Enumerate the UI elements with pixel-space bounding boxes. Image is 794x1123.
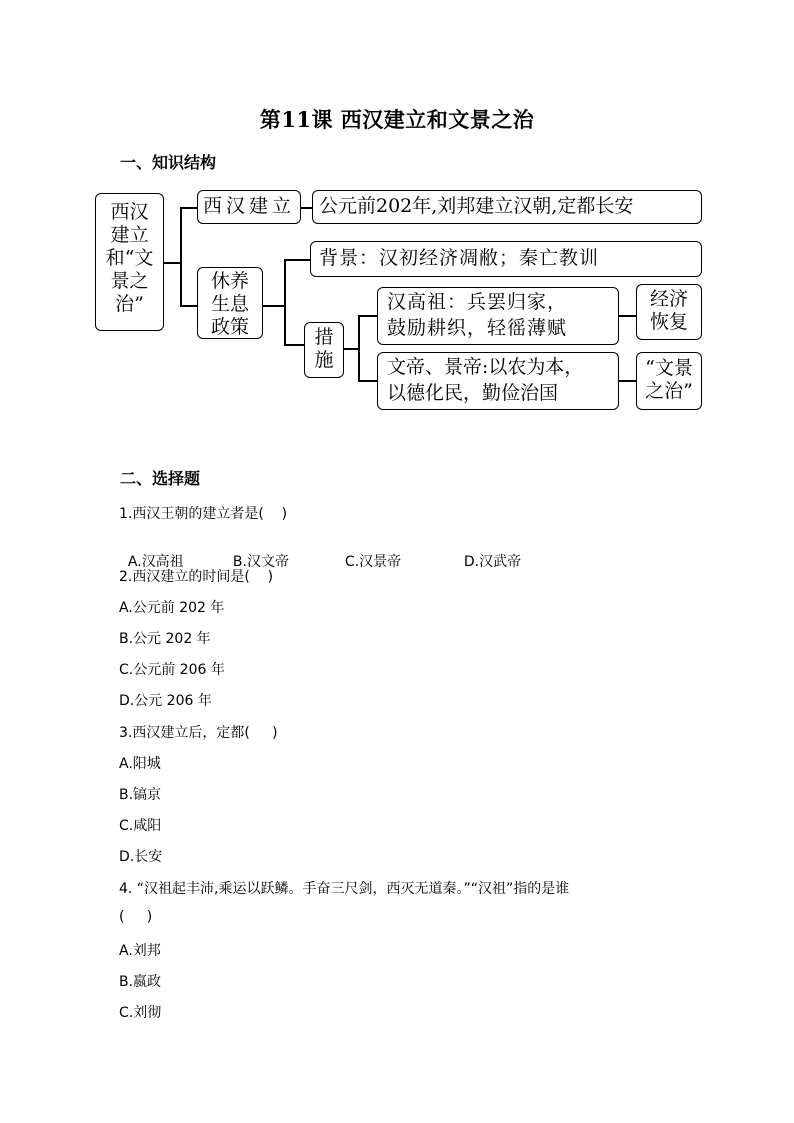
connector bbox=[163, 262, 180, 264]
page-title: 第11课 西汉建立和文景之治 bbox=[259, 107, 535, 132]
connector bbox=[358, 315, 360, 381]
question-2-stem: 2.西汉建立的时间是( ) bbox=[119, 569, 274, 585]
connector bbox=[263, 305, 284, 307]
question-3-stem: 3.西汉建立后，定都( ) bbox=[119, 725, 278, 741]
connector bbox=[284, 259, 286, 345]
option-c[interactable]: C.公元前 206 年 bbox=[119, 662, 225, 678]
connector bbox=[358, 315, 377, 317]
option-c[interactable]: C.咸阳 bbox=[119, 818, 162, 834]
option-b[interactable]: B.嬴政 bbox=[119, 974, 162, 990]
connector bbox=[300, 207, 312, 209]
option-a[interactable]: A.汉高祖 bbox=[127, 554, 184, 570]
measure-han-gaozu: 汉高祖：兵罢归家， 鼓励耕织，轻徭薄赋 bbox=[377, 287, 619, 345]
branch-xihan-jianli-detail: 公元前202年,刘邦建立汉朝,定都长安 bbox=[312, 190, 702, 224]
option-b[interactable]: B.镐京 bbox=[119, 787, 162, 803]
measures-box: 措 施 bbox=[304, 322, 344, 378]
connector bbox=[619, 380, 636, 382]
connector bbox=[358, 380, 377, 382]
option-d[interactable]: D.公元 206 年 bbox=[119, 693, 212, 709]
result-jingji-huifu: 经济 恢复 bbox=[636, 284, 702, 340]
result-wenjing-zhizhi: “文景 之治” bbox=[636, 352, 702, 410]
connector bbox=[284, 259, 310, 261]
section-heading-choice: 二、选择题 bbox=[120, 469, 201, 488]
question-1-stem: 1.西汉王朝的建立者是( ) bbox=[119, 506, 288, 522]
background-box: 背景：汉初经济凋敝；秦亡教训 bbox=[310, 241, 702, 277]
option-d[interactable]: D.汉武帝 bbox=[463, 554, 522, 570]
option-c[interactable]: C.刘彻 bbox=[119, 1005, 162, 1021]
option-a[interactable]: A.阳城 bbox=[119, 756, 161, 772]
section-heading-structure: 一、知识结构 bbox=[120, 153, 217, 172]
connector bbox=[180, 207, 197, 209]
question-4-stem: 4. “汉祖起丰沛,乘运以跃鳞。手奋三尺剑，西灭无道秦。”“汉祖”指的是谁 bbox=[119, 881, 570, 897]
option-c[interactable]: C.汉景帝 bbox=[344, 554, 402, 570]
branch-xihan-jianli: 西汉建立 bbox=[197, 190, 301, 224]
branch-xiuyang-shengxi: 休养 生息 政策 bbox=[197, 267, 263, 339]
connector bbox=[284, 344, 304, 346]
measure-wendi-jingdi: 文帝、景帝:以农为本， 以德化民，勤俭治国 bbox=[377, 352, 619, 410]
option-d[interactable]: D.长安 bbox=[119, 849, 163, 865]
connector bbox=[180, 207, 182, 306]
option-b[interactable]: B.汉文帝 bbox=[232, 554, 289, 570]
option-a[interactable]: A.刘邦 bbox=[119, 943, 161, 959]
question-4-stem-continued: ( ) bbox=[119, 909, 153, 925]
option-a[interactable]: A.公元前 202 年 bbox=[119, 600, 225, 616]
root-box: 西汉 建立 和“文 景之 治” bbox=[95, 193, 164, 331]
connector bbox=[619, 315, 636, 317]
connector bbox=[180, 305, 197, 307]
connector bbox=[344, 348, 358, 350]
option-b[interactable]: B.公元 202 年 bbox=[119, 631, 211, 647]
